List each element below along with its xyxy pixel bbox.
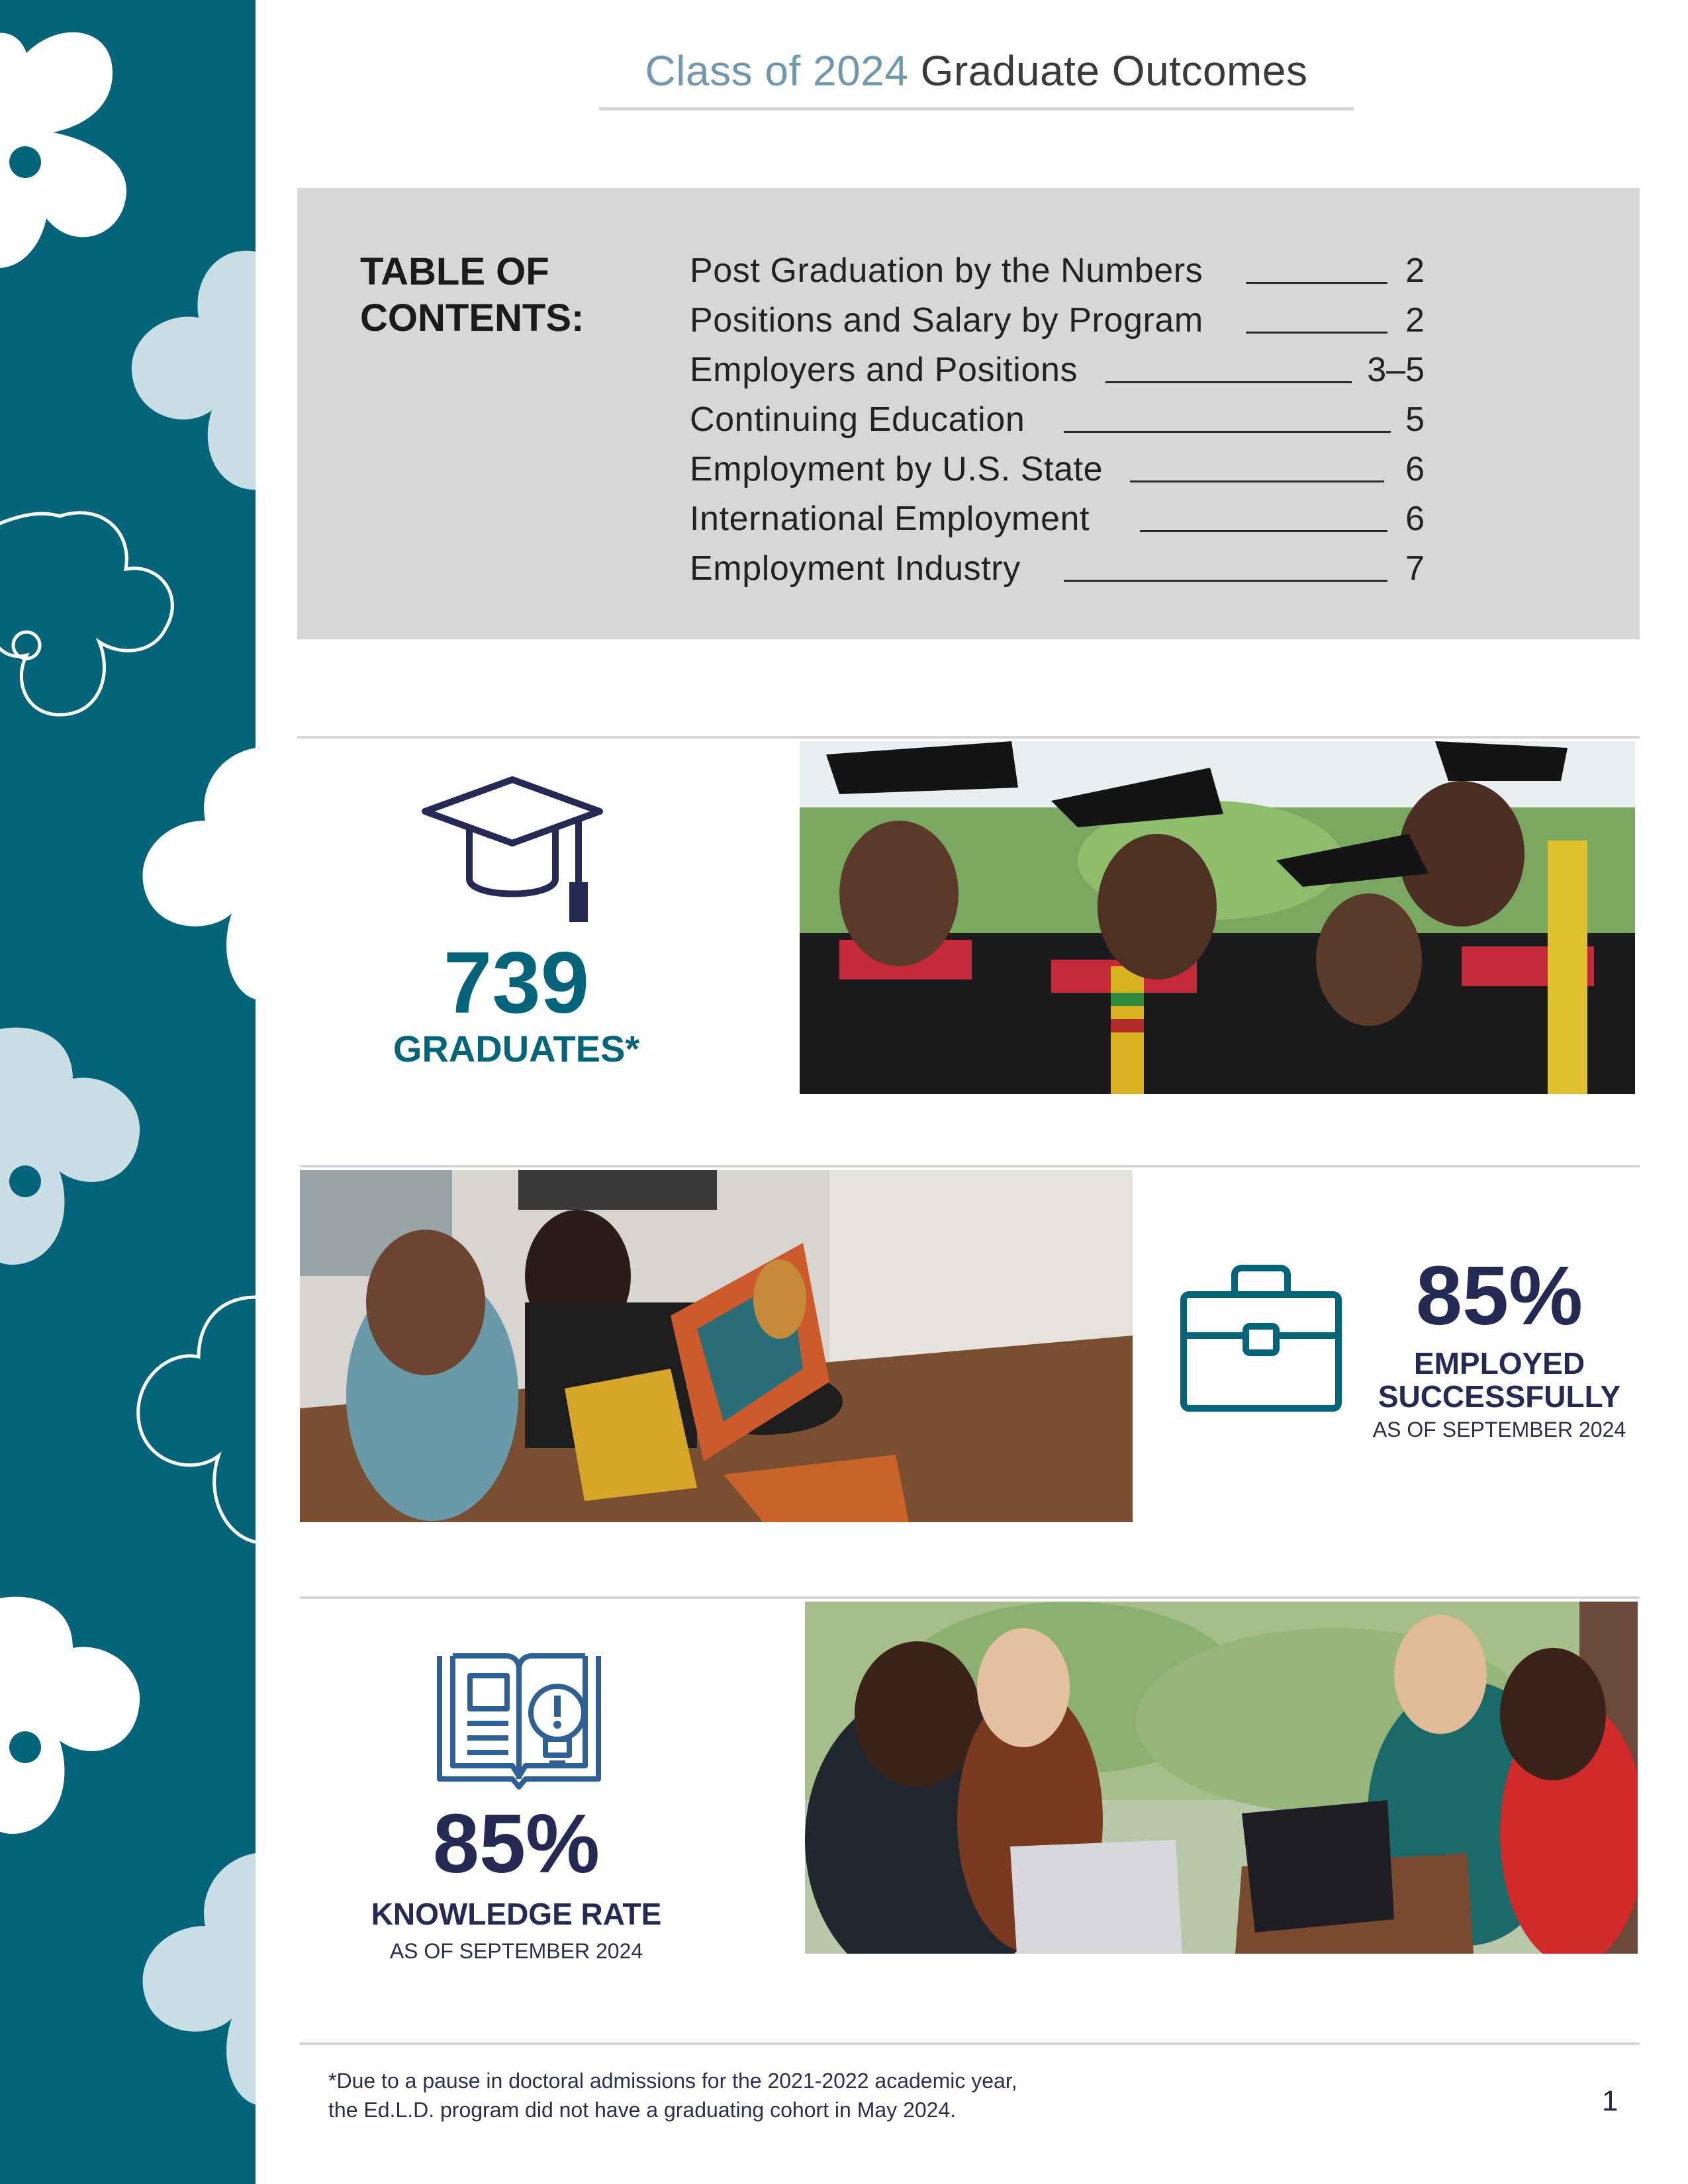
book-lightbulb-icon (426, 1647, 612, 1794)
graduates-label: GRADUATES* (393, 1028, 640, 1069)
knowledge-label: KNOWLEDGE RATE (371, 1897, 662, 1931)
knowledge-date: AS OF SEPTEMBER 2024 (389, 1939, 643, 1963)
toc-item-page: 6 (1405, 500, 1425, 538)
page-title (599, 41, 1354, 101)
museum-activity-photo (300, 1170, 1133, 1522)
title-main: Graduate Outcomes (920, 47, 1308, 95)
toc-item-page: 6 (1405, 450, 1425, 488)
toc-leader-line (1105, 381, 1352, 383)
toc-item-page: 2 (1405, 301, 1425, 340)
graduation-cap-icon (420, 773, 605, 932)
toc-item-label: Employment Industry (690, 549, 1021, 588)
toc-item-page: 2 (1405, 251, 1425, 290)
employed-label-line2: SUCCESSFULLY (1378, 1379, 1621, 1414)
knowledge-rate: 85% (432, 1797, 600, 1890)
decorative-floral-band (0, 0, 256, 2184)
toc-item[interactable] (690, 445, 1425, 494)
toc-item[interactable] (690, 494, 1425, 544)
title-divider (599, 107, 1354, 111)
toc-leader-line (1064, 580, 1387, 582)
title-year: Class of 2024 (645, 47, 909, 95)
table-of-contents (297, 188, 1640, 639)
toc-leader-line (1246, 282, 1387, 284)
toc-item[interactable] (690, 246, 1425, 296)
toc-item-page: 7 (1405, 549, 1425, 588)
employed-label-line1: EMPLOYED (1413, 1346, 1585, 1381)
toc-item-label: Post Graduation by the Numbers (690, 251, 1203, 290)
section-divider (300, 2042, 1640, 2045)
toc-item[interactable] (690, 345, 1425, 395)
employed-rate: 85% (1415, 1249, 1583, 1342)
toc-item[interactable] (690, 544, 1425, 594)
section-divider (300, 1596, 1640, 1599)
graduates-photo (800, 741, 1635, 1094)
section-divider (297, 736, 1640, 739)
toc-item[interactable] (690, 296, 1425, 345)
graduates-count: 739 (443, 934, 590, 1031)
employed-date: AS OF SEPTEMBER 2024 (1372, 1418, 1626, 1441)
toc-leader-line (1246, 332, 1387, 334)
toc-leader-line (1130, 480, 1384, 482)
toc-item-page: 3–5 (1367, 351, 1425, 389)
toc-item-label: Employment by U.S. State (690, 450, 1103, 488)
toc-heading: TABLE OF CONTENTS: (360, 250, 585, 340)
toc-item-label: Continuing Education (690, 400, 1025, 439)
group-discussion-photo (805, 1602, 1638, 1954)
toc-leader-line (1064, 431, 1391, 433)
toc-item[interactable] (690, 395, 1425, 445)
toc-item-page: 5 (1405, 400, 1425, 439)
section-divider (300, 1165, 1640, 1167)
briefcase-icon (1178, 1263, 1344, 1415)
floral-pattern (0, 0, 256, 2184)
toc-leader-line (1140, 530, 1387, 532)
toc-item-label: Positions and Salary by Program (690, 301, 1203, 340)
toc-item-label: Employers and Positions (690, 351, 1078, 389)
page-number: 1 (1602, 2085, 1618, 2117)
toc-item-label: International Employment (690, 500, 1090, 538)
footnote: *Due to a pause in doctoral admissions for the 2021-2022 academic year, the Ed.L.D. program did not have a graduating cohort in May 2024. (328, 2069, 1017, 2122)
